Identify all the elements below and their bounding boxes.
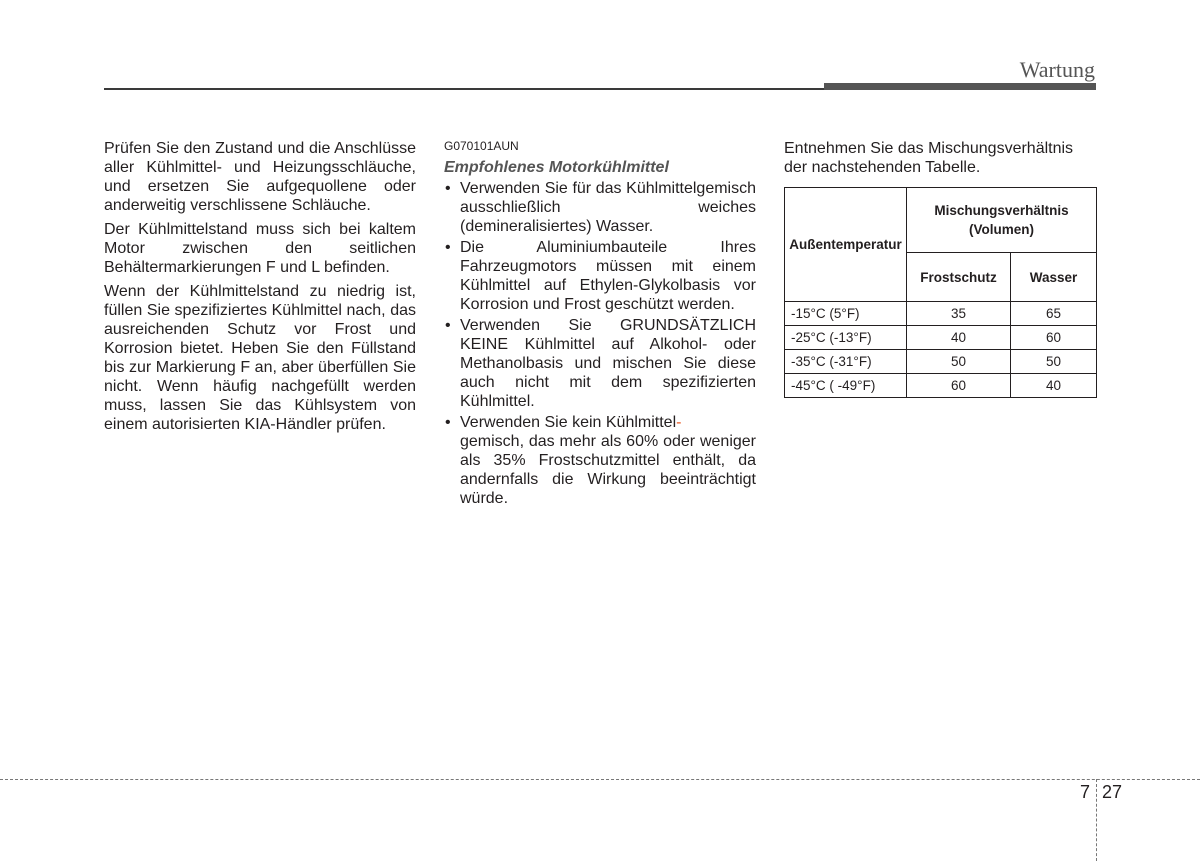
bullet-marker: • xyxy=(445,239,451,256)
cell-water: 40 xyxy=(1011,374,1097,398)
table-intro: Entnehmen Sie das Mischungsverhältnis der nachstehenden Tabelle. xyxy=(784,140,1074,176)
list-item-text-b: gemisch, das mehr als 60% oder weniger als 35% Frostschutzmittel enthält, da andernfalls die Wirkung beeinträchtigt würde. xyxy=(460,433,756,507)
page-number: 27 xyxy=(1102,782,1123,802)
list-item xyxy=(444,179,756,236)
cell-temperature: -25°C (-13°F) xyxy=(785,326,907,350)
header-rule-accent xyxy=(824,83,1096,90)
cell-water: 50 xyxy=(1011,350,1097,374)
header-outside-temperature: Außentemperatur xyxy=(785,188,907,302)
paragraph-refill: Wenn der Kühlmittelstand zu niedrig ist, füllen Sie spezifiziertes Kühlmittel nach, das ausreichenden Schutz vor Frost und Korrosion bietet. Heben Sie den Füllstand bis zur Markierung F an, aber überfüllen Sie nicht. Wenn häufig nachgefüllt werden muss, lassen Sie das Kühlsystem von einem autorisierten KIA-Händler prüfen. xyxy=(104,283,416,433)
section-number: 7 xyxy=(1080,782,1091,802)
paragraph-coolant-level: Der Kühlmittelstand muss sich bei kaltem Motor zwischen den seitlichen Behältermarkierungen F und L befinden. xyxy=(104,221,416,276)
section-heading: Empfohlenes Motorkühlmittel xyxy=(444,159,669,176)
list-item-text: Die Aluminiumbauteile Ihres Fahrzeugmotors müssen mit einem Kühlmittel auf Ethylen-Glykolbasis vor Korrosion und Frost geschützt werden. xyxy=(460,239,756,313)
header-water: Wasser xyxy=(1011,253,1097,302)
list-item-text: Verwenden Sie GRUNDSÄTZLICH KEINE Kühlmittel auf Alkohol- oder Methanolbasis und mischen Sie diese auch nicht mit dem spezifizierten Kühlmittel. xyxy=(460,317,756,410)
bullet-marker: • xyxy=(445,317,451,334)
cell-temperature: -45°C ( -49°F) xyxy=(785,374,907,398)
cell-antifreeze: 60 xyxy=(907,374,1011,398)
cell-temperature: -15°C (5°F) xyxy=(785,302,907,326)
hyphen-mark: - xyxy=(676,414,682,431)
list-item-text-a: Verwenden Sie kein Kühlmittel xyxy=(460,414,677,431)
cell-antifreeze: 35 xyxy=(907,302,1011,326)
middle-column xyxy=(444,139,756,510)
table-row xyxy=(785,326,1097,350)
cell-antifreeze: 40 xyxy=(907,326,1011,350)
section-title: Wartung xyxy=(1019,57,1095,82)
footer-vertical-divider xyxy=(1096,779,1097,861)
left-column xyxy=(104,139,416,439)
list-item xyxy=(444,316,756,411)
cell-water: 60 xyxy=(1011,326,1097,350)
table-row xyxy=(785,302,1097,326)
cell-water: 65 xyxy=(1011,302,1097,326)
header-antifreeze: Frostschutz xyxy=(907,253,1011,302)
section-code: G070101AUN xyxy=(444,139,519,153)
paragraph-hoses: Prüfen Sie den Zustand und die Anschlüsse aller Kühlmittel- und Heizungsschläuche, und ersetzen Sie aufgequollene oder anderweitig verschlissene Schläuche. xyxy=(104,140,416,214)
right-column xyxy=(784,139,1096,398)
cell-temperature: -35°C (-31°F) xyxy=(785,350,907,374)
list-item xyxy=(444,238,756,314)
list-item-text: Verwenden Sie für das Kühlmittelgemisch ausschließlich weiches (demineralisiertes) Wasser. xyxy=(460,180,756,235)
bullet-list xyxy=(444,179,756,508)
bullet-marker: • xyxy=(445,180,451,197)
bullet-marker: • xyxy=(445,414,451,431)
footer-divider xyxy=(0,779,1200,780)
cell-antifreeze: 50 xyxy=(907,350,1011,374)
header-mixing-ratio: Mischungsverhältnis (Volumen) xyxy=(907,188,1097,253)
mixing-ratio-table xyxy=(784,187,1097,398)
table-row xyxy=(785,374,1097,398)
list-item xyxy=(444,413,756,508)
table-row xyxy=(785,350,1097,374)
